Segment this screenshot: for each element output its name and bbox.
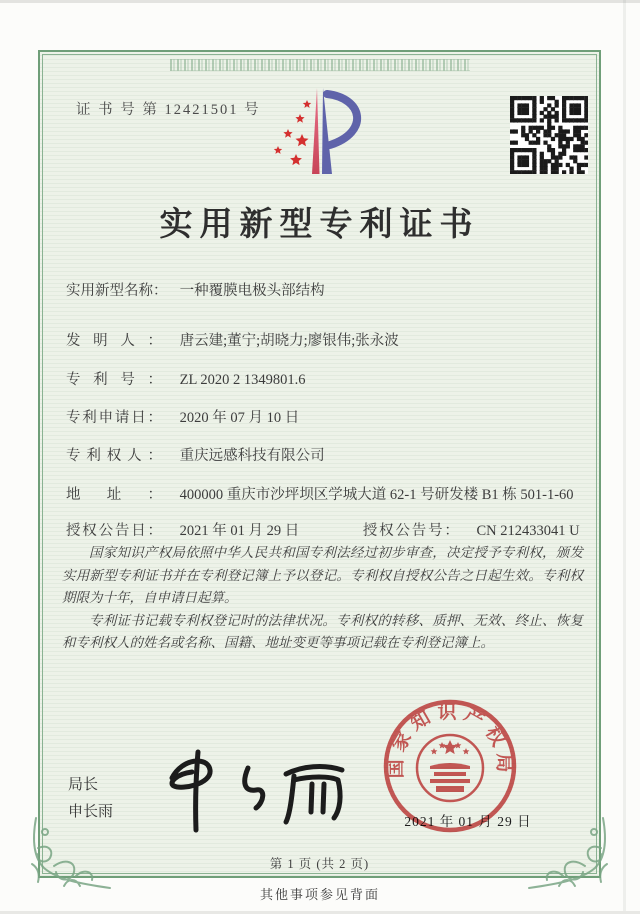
field-value: 2020 年 07 月 10 日 xyxy=(179,410,300,426)
seal-arc-text: 国家知识产权局 xyxy=(385,702,515,779)
grant-date-value: 2021 年 01 月 29 日 xyxy=(179,523,300,539)
signature-icon xyxy=(152,738,367,838)
field-value: 一种覆膜电极头部结构 xyxy=(179,283,325,299)
field-label: 发明人： xyxy=(66,333,162,349)
logo-left-spire xyxy=(312,88,320,174)
logo-stars xyxy=(274,100,311,165)
corner-flourish-icon xyxy=(523,804,615,896)
certificate-border-frame xyxy=(38,50,601,878)
signer-title: 局长 xyxy=(68,777,99,793)
back-side-note: 其他事项参见背面 xyxy=(259,887,380,902)
legal-paragraph-1: 国家知识产权局依照中华人民共和国专利法经过初步审查，决定授予专利权，颁发实用新型专利证书并在专利登记簿上予以登记。专利权自授权公告之日起生效。专利权期限为十年，自申请日起算。 xyxy=(62,545,583,605)
field-row-name xyxy=(66,281,325,302)
corner-flourish-icon xyxy=(24,804,116,896)
field-row-patentee xyxy=(66,446,325,467)
field-label: 地址： xyxy=(66,487,162,503)
field-label: 专利申请日： xyxy=(66,410,162,426)
certificate-title: 实用新型专利证书 xyxy=(159,207,480,243)
official-seal-icon xyxy=(376,692,524,840)
cnipa-logo-icon xyxy=(267,82,382,182)
certificate-number: 证 书 号 第 12421501 号 xyxy=(76,102,261,118)
legal-paragraphs xyxy=(62,542,583,655)
field-label: 实用新型名称： xyxy=(66,283,168,299)
field-value: 重庆远感科技有限公司 xyxy=(179,448,325,464)
field-row-address xyxy=(66,485,578,506)
field-value: ZL 2020 2 1349801.6 xyxy=(179,372,306,388)
field-label: 专利权人： xyxy=(66,448,162,464)
seal-date: 2021 年 01 月 29 日 xyxy=(404,814,532,829)
grant-number-label: 授权公告号： xyxy=(362,523,459,539)
logo-p-bowl xyxy=(327,94,357,145)
legal-paragraph-2: 专利证书记载专利权登记时的法律状况。专利权的转移、质押、无效、终止、恢复和专利权人的姓名或名称、国籍、地址变更等事项记载在专利登记簿上。 xyxy=(62,612,583,650)
qr-code-icon xyxy=(510,96,588,174)
signer-name: 申长雨 xyxy=(68,804,114,820)
field-label: 专利号： xyxy=(66,372,162,388)
field-row-filing-date xyxy=(66,408,299,429)
logo-right-spire xyxy=(322,88,332,174)
scan-edge-shadow xyxy=(623,0,626,914)
page-number: 第 1 页 (共 2 页) xyxy=(269,857,370,871)
field-value: 唐云建;董宁;胡晓力;廖银伟;张永波 xyxy=(179,333,399,349)
grant-number-value: CN 212433041 U xyxy=(476,523,580,539)
field-value: 400000 重庆市沙坪坝区学城大道 62-1 号研发楼 B1 栋 501-1-60 xyxy=(179,487,574,503)
top-guilloche-band-icon xyxy=(170,59,470,71)
grant-date-label: 授权公告日： xyxy=(66,523,162,539)
seal-emblem xyxy=(430,740,470,792)
field-row-inventors xyxy=(66,331,399,352)
field-row-patent-number xyxy=(66,370,306,391)
field-row-grant xyxy=(66,521,580,542)
